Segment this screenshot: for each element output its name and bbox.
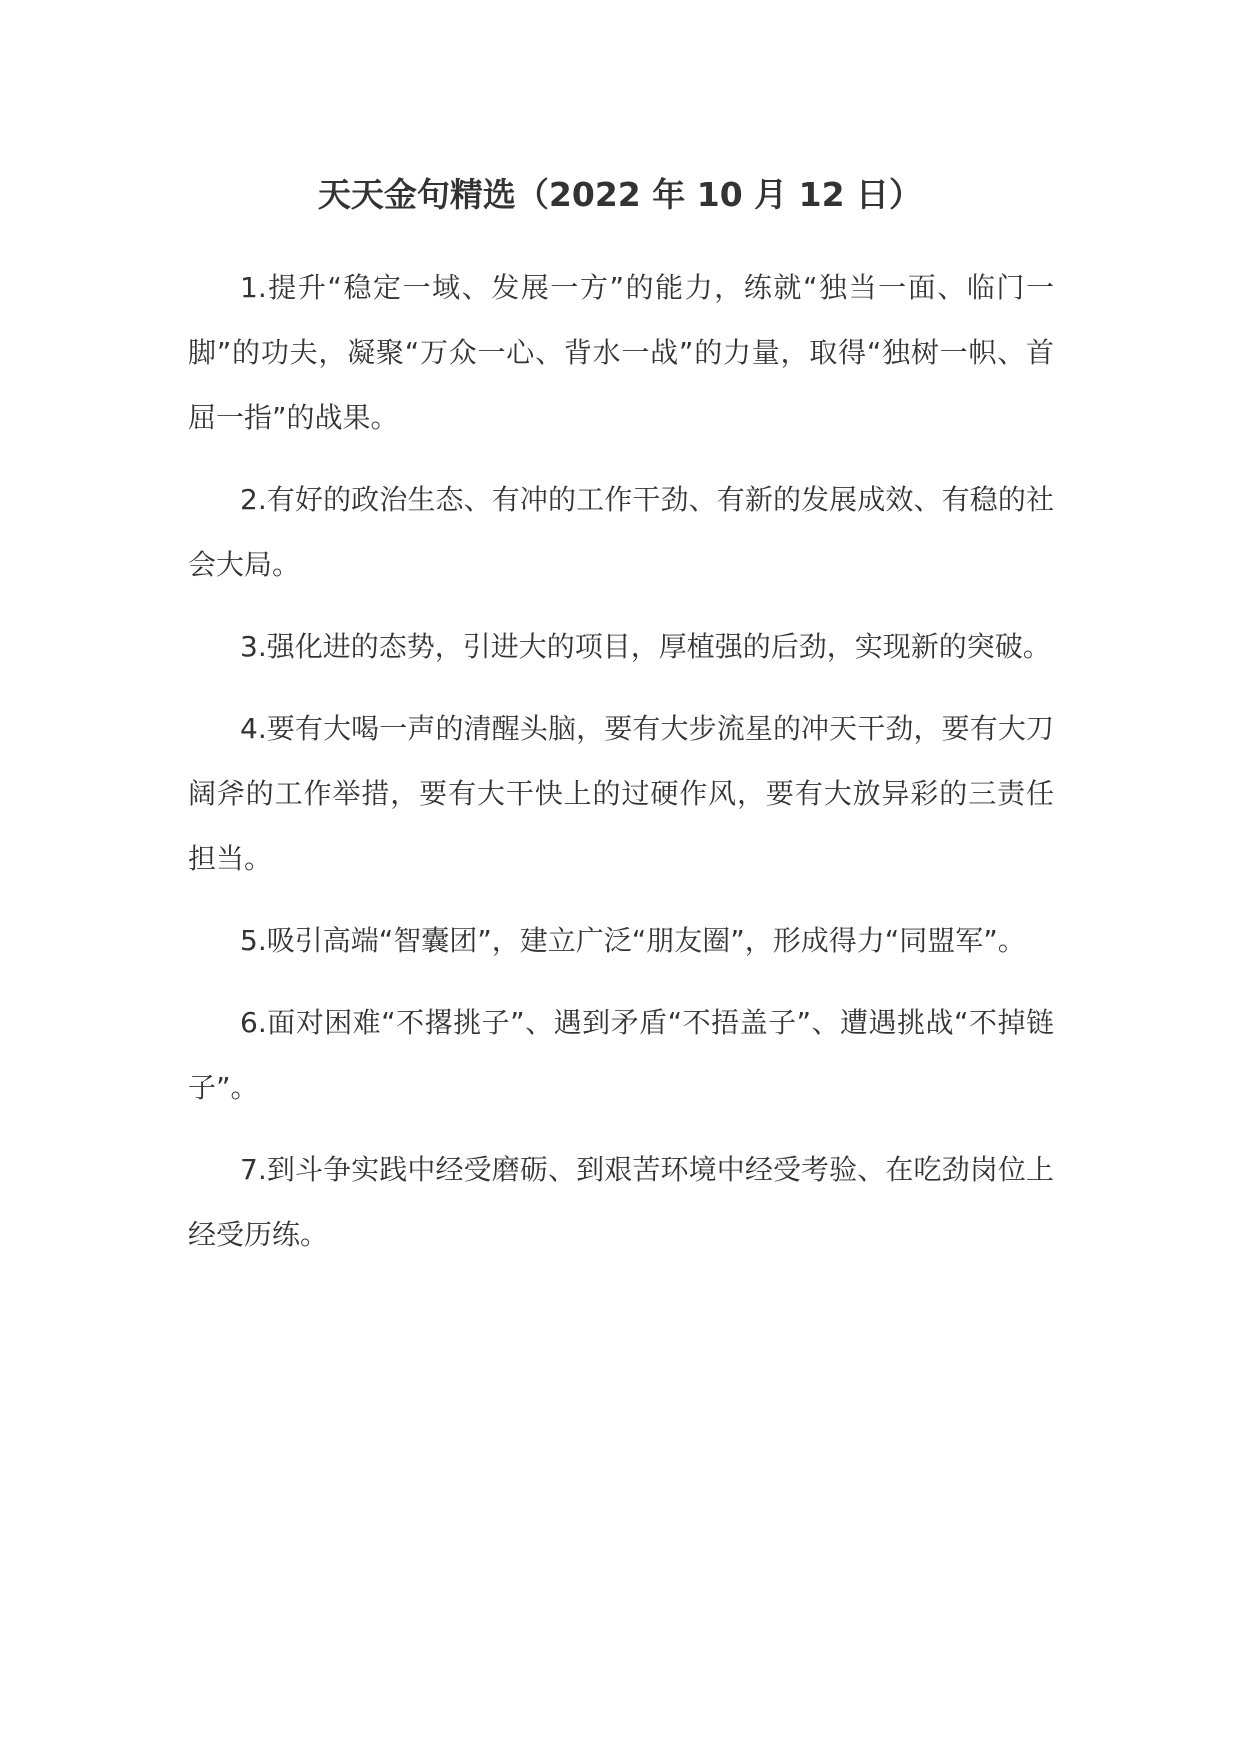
quote-item-3: 3.强化进的态势，引进大的项目，厚植强的后劲，实现新的突破。 — [240, 630, 1051, 663]
quote-item-7: 7.到斗争实践中经受磨砺、到艰苦环境中经受考验、在吃劲岗位上经受历练。 — [188, 1153, 1054, 1251]
quote-item-4: 4.要有大喝一声的清醒头脑，要有大步流星的冲天干劲，要有大刀阔斧的工作举措，要有大干快上的过硬作风，要有大放异彩的三责任担当。 — [188, 712, 1054, 875]
quote-item-2: 2.有好的政治生态、有冲的工作干劲、有新的发展成效、有稳的社会大局。 — [188, 483, 1054, 581]
quote-item-1: 1.提升“稳定一域、发展一方”的能力，练就“独当一面、临门一脚”的功夫，凝聚“万众一心、背水一战”的力量，取得“独树一帜、首屈一指”的战果。 — [188, 271, 1054, 434]
quote-item-5: 5.吸引高端“智囊团”，建立广泛“朋友圈”，形成得力“同盟军”。 — [240, 924, 1026, 957]
quote-item-6: 6.面对困难“不撂挑子”、遇到矛盾“不捂盖子”、遭遇挑战“不掉链子”。 — [188, 1006, 1054, 1104]
document-body — [188, 255, 1054, 1284]
document-title: 天天金句精选（2022 年 10 月 12 日） — [317, 175, 923, 214]
